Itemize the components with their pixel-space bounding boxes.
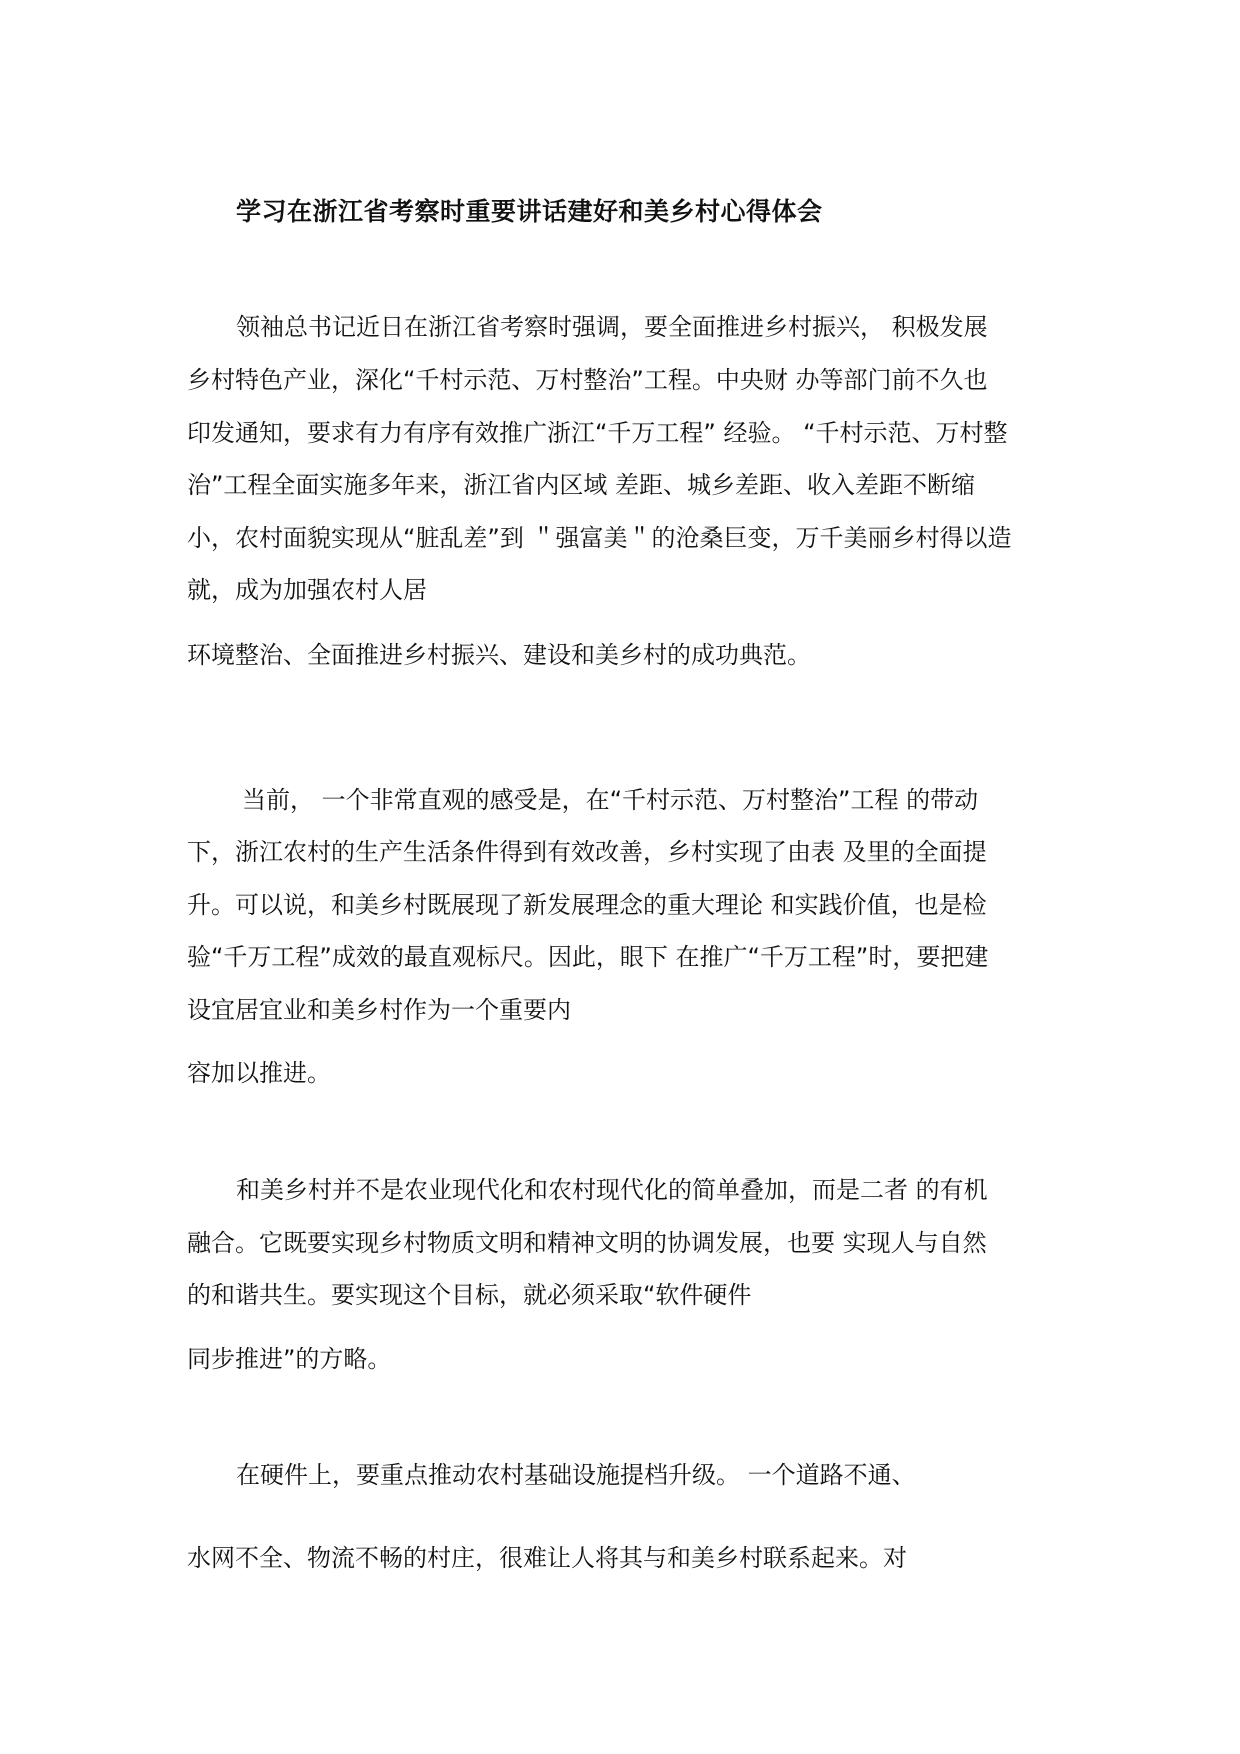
paragraph-2-line-2: 下，浙江农村的生产生活条件得到有效改善，乡村实现了由表 及里的全面提 <box>187 838 987 866</box>
paragraph-2-line-3: 升。可以说，和美乡村既展现了新发展理念的重大理论 和实践价值，也是检 <box>187 891 987 919</box>
paragraph-1-line-7: 环境整治、全面推进乡村振兴、建设和美乡村的成功典范。 <box>187 641 811 669</box>
paragraph-3-line-2: 融合。它既要实现乡村物质文明和精神文明的协调发展，也要 实现人与自然 <box>187 1229 987 1257</box>
paragraph-1-line-3: 印发通知，要求有力有序有效推广浙江“千万工程” 经验。 “千村示范、万村整 <box>187 419 1008 447</box>
paragraph-2-line-1: 当前， 一个非常直观的感受是，在“千村示范、万村整治”工程 的带动 <box>242 786 979 814</box>
paragraph-4-line-2: 水网不全、物流不畅的村庄，很难让人将其与和美乡村联系起来。对 <box>187 1544 907 1572</box>
paragraph-2-line-6: 容加以推进。 <box>187 1059 331 1087</box>
paragraph-1-line-6: 就，成为加强农村人居 <box>187 576 427 604</box>
paragraph-2-line-5: 设宜居宜业和美乡村作为一个重要内 <box>187 996 571 1024</box>
paragraph-2-line-4: 验“千万工程”成效的最直观标尺。因此，眼下 在推广“千万工程”时，要把建 <box>187 943 989 971</box>
paragraph-1-line-5: 小，农村面貌实现从“脏乱差”到 ＂强富美＂的沧桑巨变，万千美丽乡村得以造 <box>187 524 1012 552</box>
paragraph-3-line-1: 和美乡村并不是农业现代化和农村现代化的简单叠加，而是二者 的有机 <box>236 1176 988 1204</box>
paragraph-1-line-1: 领袖总书记近日在浙江省考察时强调，要全面推进乡村振兴， 积极发展 <box>236 313 988 341</box>
paragraph-1-line-4: 治”工程全面实施多年来，浙江省内区域 差距、城乡差距、收入差距不断缩 <box>187 471 976 499</box>
paragraph-1-line-2: 乡村特色产业，深化“千村示范、万村整治”工程。中央财 办等部门前不久也 <box>187 366 988 394</box>
document-title: 学习在浙江省考察时重要讲话建好和美乡村心得体会 <box>236 197 823 226</box>
paragraph-3-line-4: 同步推进”的方略。 <box>187 1345 392 1373</box>
paragraph-4-line-1: 在硬件上，要重点推动农村基础设施提档升级。 一个道路不通、 <box>236 1461 916 1489</box>
paragraph-3-line-3: 的和谐共生。要实现这个目标，就必须采取“软件硬件 <box>187 1281 752 1309</box>
